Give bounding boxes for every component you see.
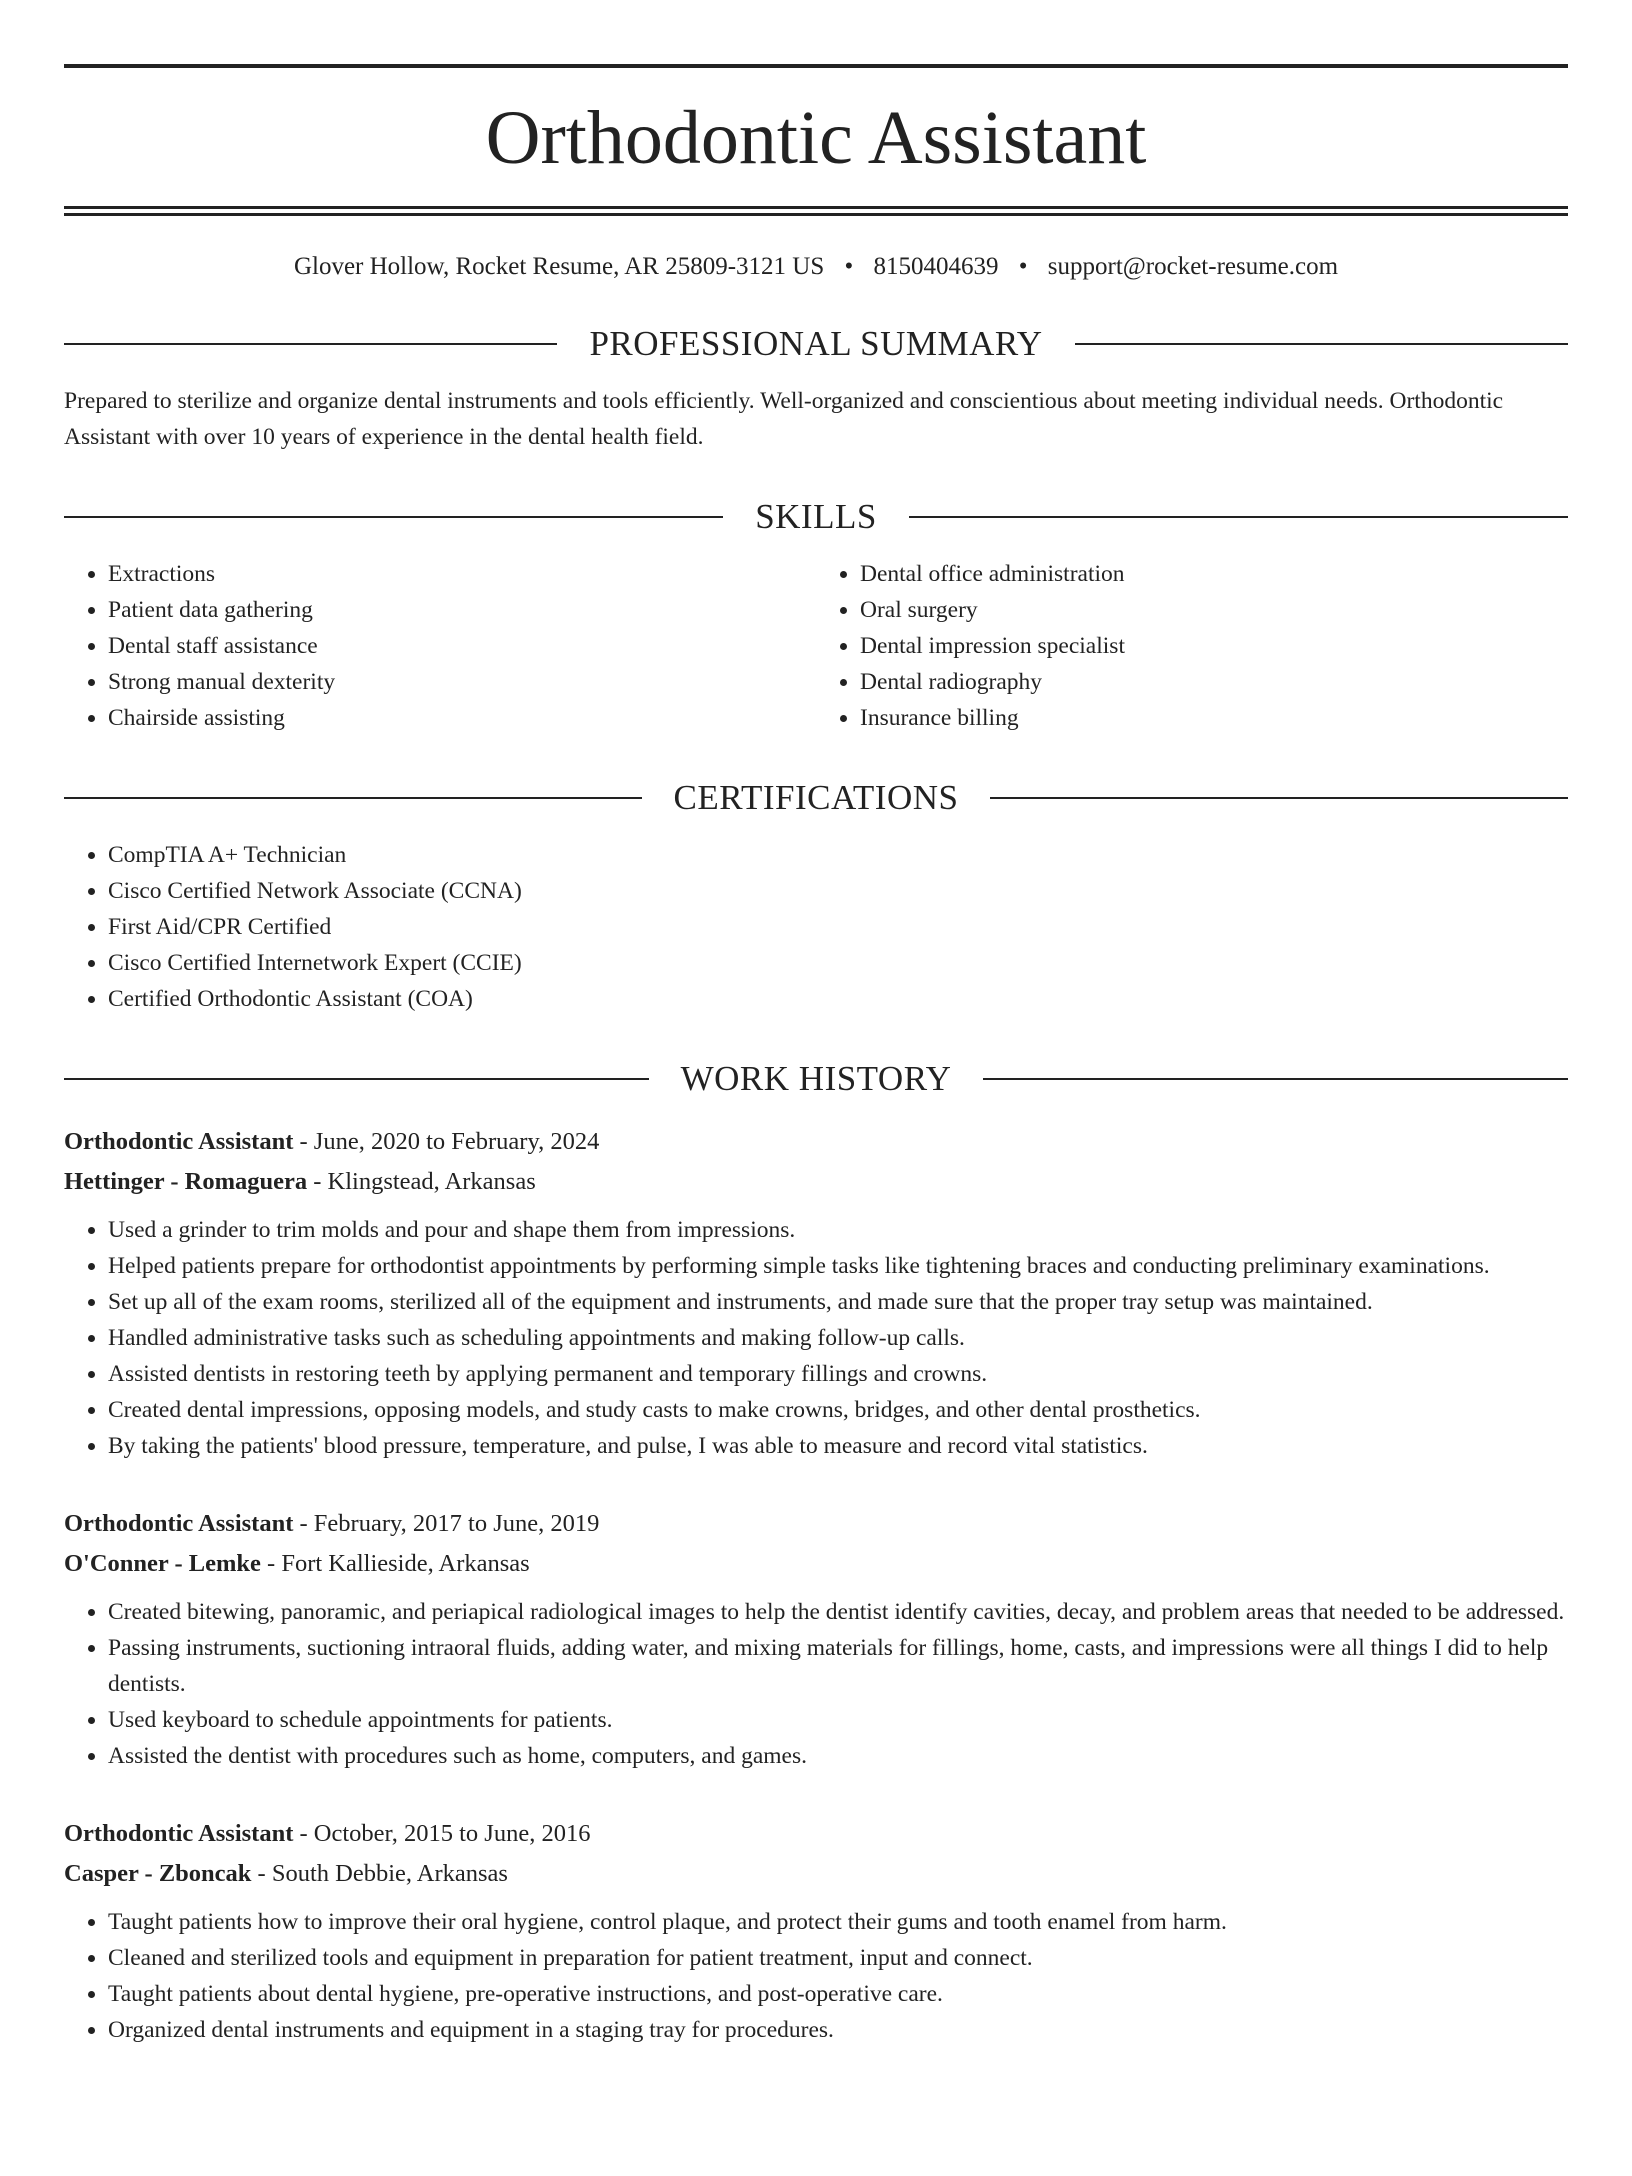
skill-item: • Chairside assisting	[108, 700, 816, 736]
job-location: - Klingstead, Arkansas	[307, 1168, 536, 1195]
job-role: Orthodontic Assistant	[64, 1820, 294, 1847]
job-bullet: • Created bitewing, panoramic, and periapical radiological images to help the dentist identify cavities, decay, and problem areas that needed to be addressed.	[108, 1594, 1568, 1630]
heading-rule-left	[64, 343, 557, 345]
job-location: - Fort Kallieside, Arkansas	[260, 1550, 530, 1577]
heading-rule-left	[64, 1078, 649, 1080]
job-bullet: • Cleaned and sterilized tools and equipment in preparation for patient treatment, input and connect.	[108, 1940, 1568, 1976]
section-title: PROFESSIONAL SUMMARY	[589, 324, 1043, 363]
resume-title: Orthodontic Assistant	[485, 96, 1147, 180]
job-bullet: • Taught patients about dental hygiene, pre-operative instructions, and post-operative care.	[108, 1976, 1568, 2012]
skill-item: • Oral surgery	[860, 592, 1568, 628]
job-company: Hettinger - Romaguera	[64, 1168, 308, 1195]
heading-rule-right	[1075, 343, 1568, 345]
summary-text: Prepared to sterilize and organize dental instruments and tools efficiently. Well-organized and conscientious about meeting individual needs. Orthodontic Assistant with over 10 years of experience in the dental health field.	[64, 388, 1504, 450]
job-role: Orthodontic Assistant	[64, 1510, 294, 1537]
job-role-line	[64, 1504, 1568, 1544]
job-company-line	[64, 1854, 1568, 1894]
skill-item: • Dental radiography	[860, 664, 1568, 700]
heading-rule-left	[64, 797, 642, 799]
skills-column-left	[64, 556, 816, 736]
skills-list	[64, 556, 1568, 736]
contact-phone: 8150404639	[873, 253, 999, 280]
skills-column-right	[816, 556, 1568, 736]
job-dates: - October, 2015 to June, 2016	[293, 1820, 591, 1847]
contact-line	[64, 252, 1568, 282]
job-bullet: • Helped patients prepare for orthodontist appointments by performing simple tasks like tightening braces and conducting preliminary examinations.	[108, 1248, 1568, 1284]
job-bullet: • Taught patients how to improve their oral hygiene, control plaque, and protect their gums and tooth enamel from harm.	[108, 1904, 1568, 1940]
job-bullets	[64, 1904, 1568, 2048]
job-location: - South Debbie, Arkansas	[251, 1860, 508, 1887]
job-role-line	[64, 1814, 1568, 1854]
job-bullet: • Used keyboard to schedule appointments for patients.	[108, 1702, 1568, 1738]
header-top-rule	[64, 64, 1568, 68]
job-dates: - February, 2017 to June, 2019	[293, 1510, 600, 1537]
certification-item: • Cisco Certified Network Associate (CCNA)	[108, 873, 1568, 909]
heading-rule-right	[909, 516, 1568, 518]
job-bullet: • Used a grinder to trim molds and pour and shape them from impressions.	[108, 1212, 1568, 1248]
contact-address: Glover Hollow, Rocket Resume, AR 25809-3121 US	[293, 253, 825, 280]
job-bullet: • Assisted dentists in restoring teeth by applying permanent and temporary fillings and crowns.	[108, 1356, 1568, 1392]
job-bullets	[64, 1594, 1568, 1774]
skill-item: • Insurance billing	[860, 700, 1568, 736]
section-heading-work-history	[64, 1061, 1568, 1096]
contact-email: support@rocket-resume.com	[1047, 253, 1339, 280]
section-title: WORK HISTORY	[680, 1059, 952, 1098]
contact-separator: •	[844, 253, 854, 280]
job-bullet: • Assisted the dentist with procedures such as home, computers, and games.	[108, 1738, 1568, 1774]
heading-rule-right	[990, 797, 1568, 799]
resume-page	[0, 64, 1632, 2176]
skill-item: • Extractions	[108, 556, 816, 592]
section-heading-certifications	[64, 780, 1568, 815]
section-title: CERTIFICATIONS	[673, 778, 959, 817]
job-company: Casper - Zboncak	[64, 1860, 252, 1887]
job-bullet: • Handled administrative tasks such as scheduling appointments and making follow-up calls.	[108, 1320, 1568, 1356]
job-role: Orthodontic Assistant	[64, 1128, 294, 1155]
job-entry	[64, 1504, 1568, 1774]
skill-item: • Dental office administration	[860, 556, 1568, 592]
certification-item: • First Aid/CPR Certified	[108, 909, 1568, 945]
section-heading-summary	[64, 326, 1568, 361]
certification-item: • Cisco Certified Internetwork Expert (CCIE)	[108, 945, 1568, 981]
job-bullet: • Organized dental instruments and equipment in a staging tray for procedures.	[108, 2012, 1568, 2048]
certification-item: • CompTIA A+ Technician	[108, 837, 1568, 873]
skill-item: • Patient data gathering	[108, 592, 816, 628]
skill-item: • Strong manual dexterity	[108, 664, 816, 700]
job-company-line	[64, 1162, 1568, 1202]
job-entry	[64, 1122, 1568, 1464]
job-bullet: • Passing instruments, suctioning intraoral fluids, adding water, and mixing materials for fillings, home, casts, and impressions were all things I did to help dentists.	[108, 1630, 1568, 1702]
job-dates: - June, 2020 to February, 2024	[293, 1128, 600, 1155]
header-double-rule	[64, 206, 1568, 216]
skill-item: • Dental staff assistance	[108, 628, 816, 664]
job-company-line	[64, 1544, 1568, 1584]
job-bullet: • By taking the patients' blood pressure, temperature, and pulse, I was able to measure and record vital statistics.	[108, 1428, 1568, 1464]
job-bullet: • Set up all of the exam rooms, sterilized all of the equipment and instruments, and made sure that the proper tray setup was maintained.	[108, 1284, 1568, 1320]
section-heading-skills	[64, 499, 1568, 534]
section-title: SKILLS	[755, 497, 877, 536]
contact-separator: •	[1018, 253, 1028, 280]
certifications-list	[64, 837, 1568, 1017]
job-role-line	[64, 1122, 1568, 1162]
certification-item: • Certified Orthodontic Assistant (COA)	[108, 981, 1568, 1017]
job-bullets	[64, 1212, 1568, 1464]
skill-item: • Dental impression specialist	[860, 628, 1568, 664]
heading-rule-left	[64, 516, 723, 518]
heading-rule-right	[983, 1078, 1568, 1080]
job-bullet: • Created dental impressions, opposing models, and study casts to make crowns, bridges, and other dental prosthetics.	[108, 1392, 1568, 1428]
job-company: O'Conner - Lemke	[64, 1550, 261, 1577]
job-entry	[64, 1814, 1568, 2048]
